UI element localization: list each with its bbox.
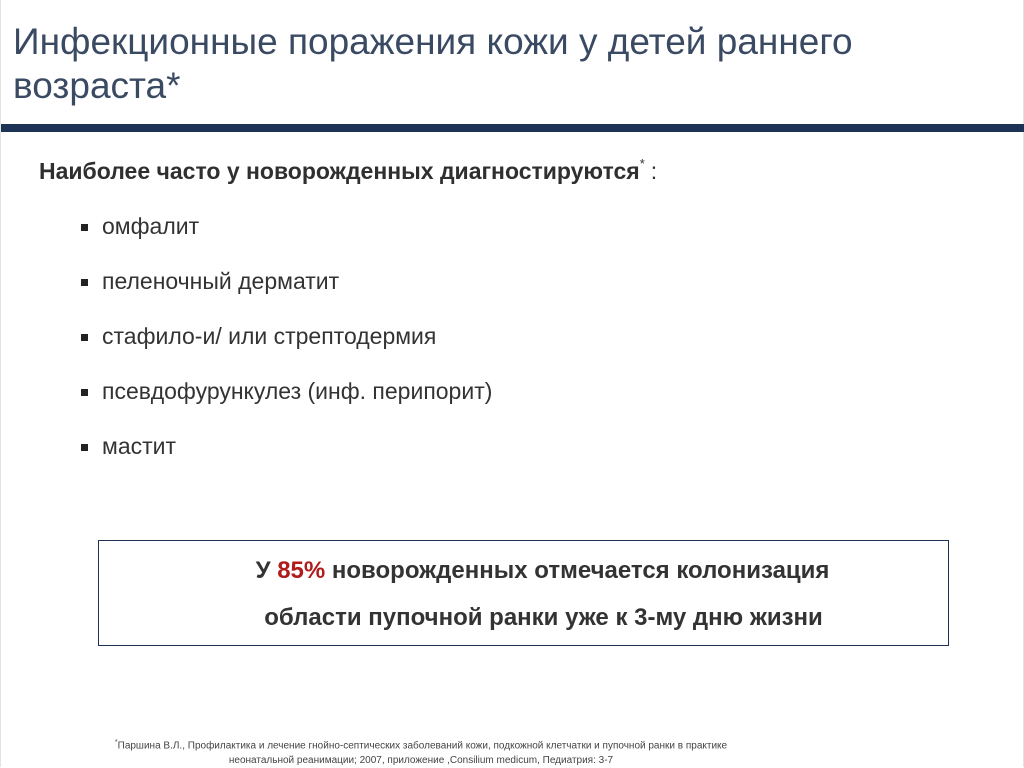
list-item xyxy=(81,378,492,433)
callout-percentage: 85% xyxy=(277,557,326,584)
title-divider xyxy=(1,124,1024,132)
list-item xyxy=(81,323,492,378)
lead-text: Наиболее часто у новорожденных диагностируются xyxy=(39,158,640,184)
footnote xyxy=(41,735,801,768)
callout-suffix: новорожденных отмечается колонизация xyxy=(325,557,830,584)
diagnosis-list xyxy=(81,213,492,488)
list-item xyxy=(81,213,492,268)
callout-line-2: области пупочной ранки уже к 3-му дню жизни xyxy=(264,604,823,631)
lead-sentence xyxy=(39,158,657,185)
list-item-label: стафило-и/ или стрептодермия xyxy=(102,323,437,349)
square-bullet-icon xyxy=(81,444,88,451)
footnote-line-2: неонатальной реанимации; 2007, приложение ,Consilium medicum, Педиатрия: 3-7 xyxy=(228,755,614,767)
footnote-mark: * xyxy=(114,739,118,746)
list-item-label: омфалит xyxy=(102,213,200,239)
square-bullet-icon xyxy=(81,389,88,396)
square-bullet-icon xyxy=(81,334,88,341)
lead-colon: : xyxy=(650,158,658,184)
footnote-line-1 xyxy=(41,735,801,753)
list-item xyxy=(81,268,492,323)
callout-prefix: У xyxy=(255,557,278,584)
list-item xyxy=(81,433,492,488)
list-item-label: мастит xyxy=(102,433,177,459)
callout-line-1 xyxy=(99,557,948,585)
callout-box xyxy=(98,540,949,646)
square-bullet-icon xyxy=(81,224,88,231)
list-item-label: пеленочный дерматит xyxy=(102,268,340,294)
footnote-text-1: Паршина В.Л., Профилактика и лечение гнойно-септических заболеваний кожи, подкожной клетчатки и пупочной ранки в практике xyxy=(117,740,728,752)
square-bullet-icon xyxy=(81,279,88,286)
list-item-label: псевдофурункулез (инф. перипорит) xyxy=(102,378,493,404)
lead-footnote-mark: * xyxy=(639,156,645,172)
slide-title: Инфекционные поражения кожи у детей раннего возраста* xyxy=(13,21,853,106)
